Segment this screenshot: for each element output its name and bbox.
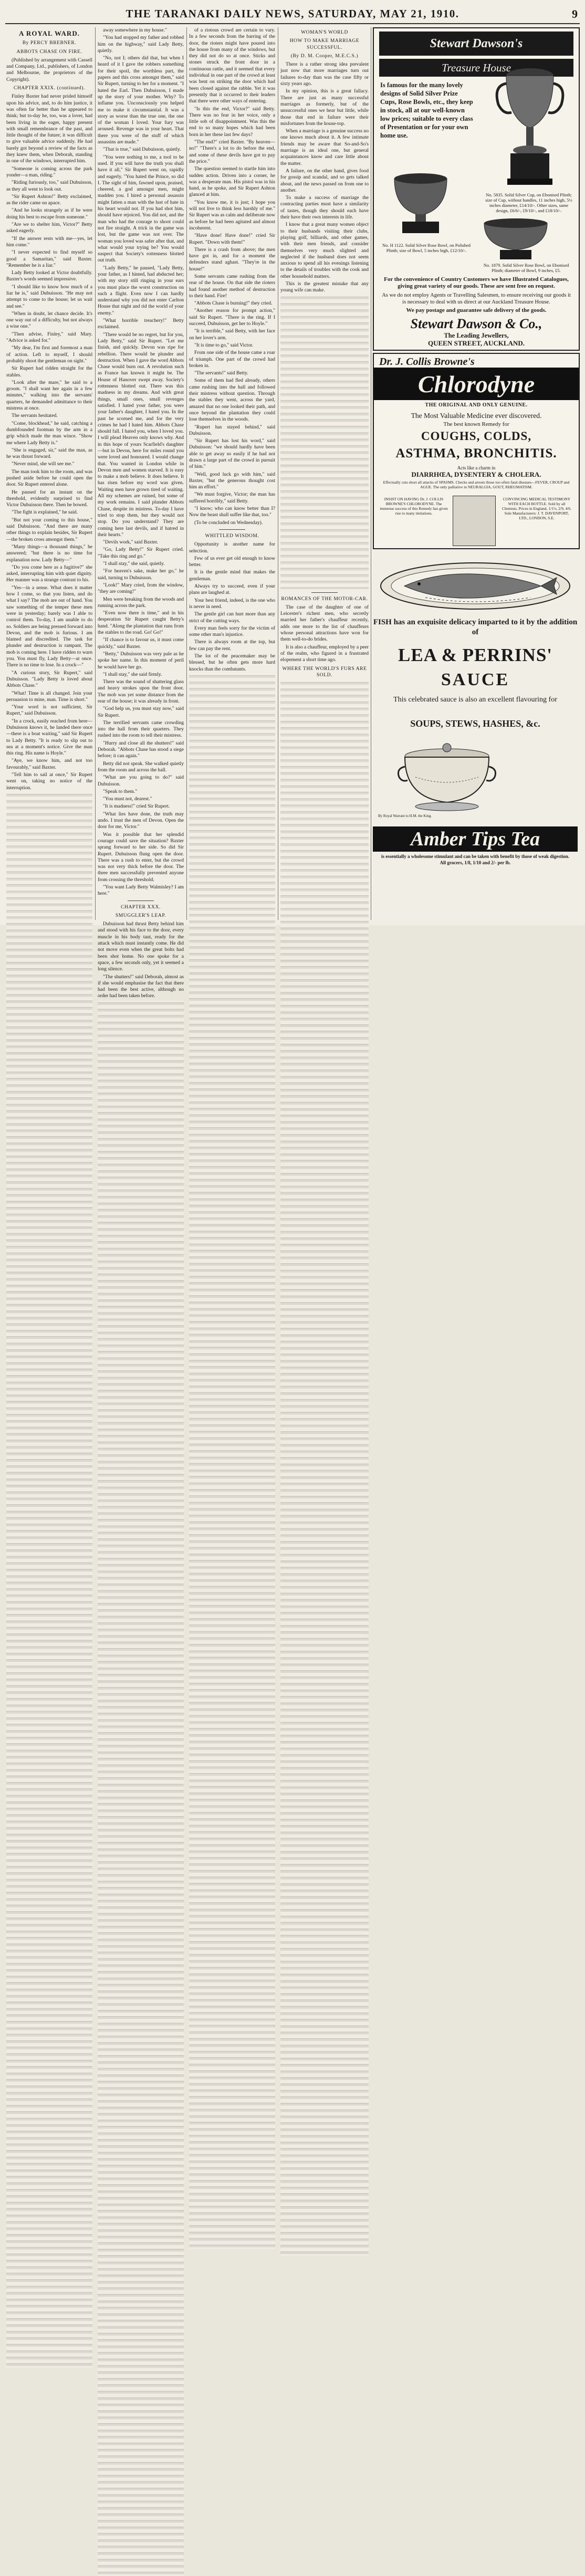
- paragraph: "You want Lady Betty Walmisley? I am here.": [98, 884, 184, 897]
- ad-text: Acts like a charm in: [457, 465, 496, 470]
- paragraph: "In a crock, easily reached from here—Dubuisson knows it, he landed there once—there is a boat waiting," said Sir Rupert to Lady Betty. "It is ready to slip out to sea at a moment's notice. Give the man this ring. His name is Hoyle.": [6, 718, 92, 757]
- text-continuation: [189, 674, 275, 2249]
- article-body: [280, 61, 369, 294]
- soup-tureen-icon: [392, 735, 502, 814]
- paragraph: "Then advise, Finley," said Mary. "Advice is asked for.": [6, 331, 92, 344]
- ad-text: This celebrated sauce is also an excellent flavouring for: [393, 696, 557, 704]
- divider: [311, 592, 338, 593]
- publisher-note: (Published by arrangement with Cassell and Company, Ltd., publishers, of London and Melbourne, the proprietors of the Copyright).: [6, 57, 92, 82]
- wisdom-item: Always try to succeed, even if your plans are laughed at.: [189, 583, 275, 596]
- paragraph: "Many things—a thousand things," he answered; "but there is no time for explanation now. Lady Betty—": [6, 543, 92, 563]
- paragraph: "Is this the end, Victor?" said Betty. There was no fear in her voice, only a little sob of disappointment. Was this the end to so many hopes which had been born in her these last few days?: [189, 106, 275, 138]
- ad-text: As we do not employ Agents or Travelling Salesmen, to ensure receiving our goods it is necessary to deal with us direct at our Auckland Treasure House.: [382, 292, 571, 305]
- column-3: [189, 27, 275, 920]
- paragraph: To make a success of marriage the contracting parties must have a similarity of tastes, though they should each have their have their own interests in life.: [280, 195, 369, 221]
- column-rule: [186, 27, 187, 920]
- ad-text: We pay postage and guarantee safe delivery of the goods.: [406, 307, 547, 313]
- paragraph: "Sir Rupert has lost his word," said Dubuisson: "we should hardly have been able to get away so easily if he had not drawn a large part of the crowd in pursuit of him.": [189, 438, 275, 470]
- column-4: [280, 27, 369, 920]
- article-body: [280, 604, 369, 678]
- ad-text: DIARRHŒA, DYSENTERY & CHOLERA.: [411, 470, 541, 478]
- column-2: [98, 27, 184, 999]
- paragraph: "The end?" cried Baxter. "By heaven—no!" "There's a lot to do before the end, and some of these devils have got to pay the price.": [189, 139, 275, 164]
- paragraph: "Go, Lady Betty!" Sir Rupert cried. "Take this ring and go.": [98, 547, 184, 559]
- paragraph: "Another reason for prompt action," said Sir Rupert. "There is the ring. If I succeed, Dubuisson, get her to Hoyle.": [189, 308, 275, 327]
- paragraph: "Look!" Mary cried, from the window, "they are coming!": [98, 582, 184, 595]
- paragraph: "Even now there is time," and in his desperation Sir Rupert caught Betty's hand. "Along the plantation that runs from the stables to the road. Go! Go!": [98, 610, 184, 636]
- ad-text: INSIST ON HAVING Dr. J. COLLIS BROWNE'S CHLORODYNE. The immense success of this Remedy has given rise to many imitations.: [380, 497, 448, 516]
- brand-name: SAUCE: [441, 670, 510, 689]
- masthead-title: THE TARANAKI DAILY NEWS, SATURDAY, MAY 21, 1910.: [126, 7, 459, 20]
- paragraph: "Never mind, she will see me.": [12, 461, 75, 467]
- divider: [219, 529, 245, 530]
- ad-body: [380, 276, 572, 314]
- ad-text: For the convenience of Country Customers we have Illustrated Catalogues, giving great variety of our goods. These are sent free on request.: [384, 276, 569, 289]
- column-1: [6, 27, 92, 920]
- article-title: HOW TO MAKE MARRIAGE SUCCESSFUL.: [289, 38, 360, 50]
- paragraph: Men were breaking from the woods and running across the park.: [98, 596, 184, 609]
- paragraph: Lady Betty looked at Victor doubtfully. Baxter's words seemed impressive.: [6, 270, 92, 282]
- chlorodyne-ad: [373, 353, 580, 549]
- paragraph: "Sir Rupert Ashton!" Betty exclaimed, as the rider came on apace.: [6, 193, 92, 206]
- paragraph: From one side of the house came a roar of triumph. One part of the crowd had broken in.: [189, 350, 275, 369]
- paragraph: When a marriage is a genuine success no one knows much about it. A few intimate friends may be aware that So-and-So's marriage is an ideal one, but general acquaintances know and care little about the matter.: [280, 128, 369, 166]
- wisdom-item: The lot of the peacemaker may be blessed, but he often gets more hard knocks than the combatants.: [189, 653, 275, 672]
- paragraph: "She is engaged, sir," said the man, as he was thrust forward.: [6, 447, 92, 460]
- ad-headline: COUGHS, COLDS,: [421, 430, 532, 443]
- paragraph: "What lies have done, the truth may undo. I trust the men of Devon. Open the door for me, Victor.": [98, 811, 184, 830]
- bowl-caption: No. H 1122. Solid Silver Rose Bowl, on Polished Plinth; size of Bowl, 5 inches high, £12/10/-.: [382, 243, 471, 253]
- paragraph: "Come, blockhead," he said, catching a dumbfounded footman by the arm in a grip which made the man wince. "Show me where Lady Betty is.": [6, 420, 92, 446]
- wisdom-item: Opportunity is another name for selection.: [189, 541, 275, 554]
- paragraph: "It is madness!" cried Sir Rupert.: [103, 803, 170, 810]
- firm-name: Stewart Dawson & Co.,: [410, 316, 542, 331]
- paragraph: of a riotous crowd are certain to vary. In a few seconds from the barring of the door, the rioters might have poured into the house from many of the windows, but they did not do so at once. Sticks and stones struck the front door in a continuous rattle, and it seemed that every individual in one part of the crowd at least was bent on striking the door which had been closed against the rabble. Yet it was presently that it occurred to their leaders that there were other ways of entering.: [189, 27, 275, 104]
- ad-headline: ASTHMA, BRONCHITIS.: [395, 446, 557, 460]
- paragraph: "I know; who can know better than I? Now the beast shall suffer like that, too.": [189, 506, 275, 518]
- paragraph: "What are you going to do?" said Dubuisson.: [98, 774, 184, 787]
- paragraph: "Hurry and close all the shutters!" said Deborah. "Abbots Chase has stood a siege before; it can again.": [98, 740, 184, 759]
- paragraph: The servants hesitated.: [12, 413, 58, 419]
- paragraph: Finley Baxter had never prided himself upon his advice, and, to do him justice, it was often far better than he appeared to think; but to-day he, too, was a lover, had been living in the eager, happy present with small remembrance of the past, and little thought of the future; it was difficult to give valuable advice suddenly. He had barely got beyond a review of the facts as they knew them, when Deborah, standing in one of the windows, interrupted him.: [6, 93, 92, 164]
- paragraph: "You were nothing to me, a tool to be used. If you will have the truth you shall have it all," Sir Rupert went on, rapidly and eagerly. "You hated the Prince, so did I. The sight of him, fawned upon, praised, cheered, a god amongst men, might madden you. I hired a personal assassin might fatten a man with the lust of hate in his heart would not. If you had shot him, should have rejoiced. You did not, and the man who had the courage to shoot could not fire straight. A trick in the game was lost, but the game was not over. The woman you loved was safer after that, and what would your trying be? You would suspect that Society's rottenness blotted out truth.: [98, 154, 184, 264]
- paragraph: "But not your coming to this house," said Dubuisson. "And there are many other things to explain besides, Sir Rupert—the broken cross amongst them.": [6, 517, 92, 542]
- column-rule: [95, 27, 96, 920]
- paragraph: "I shall stay," she said, quietly.: [103, 561, 165, 567]
- chapter-heading: CHAPTER XXIX. (continued).: [14, 86, 85, 91]
- ad-headline: SOUPS, STEWS, HASHES, &c.: [410, 718, 540, 729]
- paragraph: "We must forgive, Victor; the man has suffered horribly," said Betty.: [189, 491, 275, 504]
- section-heading: ROMANCES OF THE MOTOR-CAR.: [281, 596, 368, 602]
- paragraph: "If the answer rests with me—yes, let him come.": [6, 235, 92, 248]
- chapter-heading: CHAPTER XXX.: [121, 904, 161, 910]
- paragraph: "Betty," Dubuisson was very pale as he spoke her name. In this moment of peril he would have her go.: [98, 651, 184, 670]
- divider: [128, 900, 154, 901]
- paragraph: There is a rather strong idea prevalent just now that more marriages turn out failures to-day than was the case fifty or sixty years ago.: [280, 61, 369, 87]
- wisdom-item: There is always room at the top, but few can pay the rent.: [189, 639, 275, 652]
- paragraph: "You must not, dearest.": [103, 796, 152, 802]
- paragraph: "Lady Betty," he paused, "Lady Betty, your father, as I hinted, had abducted her; with my story still ringing in your ears you must place the worst construction on such a flight. Even now I can hardly understand why you did not enter Carlton House that night and rid the world of your enemy.": [98, 265, 184, 316]
- bottle-icon: [453, 496, 496, 546]
- paragraph: Betty did not speak. She walked quietly from the room and across the hall.: [98, 760, 184, 773]
- ad-text: CONVINCING MEDICAL TESTIMONY WITH EACH BOTTLE. Sold by all Chemists. Prices in England, 1/1½, 2/9, 4/6. Sole Manufacturers: J. T. DAVENPORT, LTD., LONDON, S.E.: [502, 497, 572, 520]
- paragraph: "When in doubt, let chance decide. It's one way out of a difficulty, but not always a wise one.": [6, 310, 92, 330]
- paragraph: "My dear, I'm first and foremost a man of action. Left to myself, I should probably shoot the gentleman on sight.": [6, 345, 92, 364]
- byline: By PERCY BREBNER.: [22, 40, 77, 46]
- page-number: 9: [572, 7, 578, 20]
- masthead: [5, 4, 580, 24]
- bowl-caption: No. 1879. Solid Silver Rose Bowl, on Ebonised Plinth; diameter of Bowl, 9 inches, £5.: [483, 263, 569, 273]
- paragraph: away somewhere in my house.": [103, 27, 167, 33]
- paragraph: "Have done! Have done!" cried Sir Rupert. "Down with them!": [189, 233, 275, 245]
- paragraph: "The fight is explained," he said.: [12, 509, 78, 516]
- paragraph: "I shall stay," she said firmly.: [103, 671, 162, 677]
- ad-text: Effectually cuts short all attacks of SPASMS. Checks and arrests those too often fatal diseases—FEVER, CROUP and AGUE. The only palliative in NEURALGIA, GOUT, RHEUMATISM.: [383, 480, 570, 489]
- brand-name: LEA & PERRINS': [398, 645, 553, 665]
- paragraph: "Are we to shelter him, Victor?" Betty asked eagerly.: [6, 222, 92, 234]
- paragraph: "That is true," said Dubuisson, quietly.: [103, 146, 181, 153]
- ad-banner: Stewart Dawson's: [379, 32, 573, 56]
- paragraph: "What! Time is all changed. Join your persuasion to mine, man. Time is short.": [6, 690, 92, 703]
- wisdom-item: It is the gentle mind that makes the gentleman.: [189, 569, 275, 582]
- paragraph: "Rupert has stayed behind," said Dubuisson.: [189, 424, 275, 436]
- paragraph: (To be concluded on Wednesday).: [194, 519, 263, 526]
- paragraph: "God help us, you must stay now," said Sir Rupert.: [98, 706, 184, 718]
- text-continuation: [280, 680, 369, 2256]
- paragraph: "You know me, it is just; I hope you will not live to think less harshly of me." Sir Rupert was as calm and deliberate now as before he had been agitated and almost incoherent.: [189, 199, 275, 231]
- ad-text: is essentially a wholesome stimulant and can be taken with benefit by those of weak digestion.: [381, 854, 570, 859]
- paragraph: "For heaven's sake, make her go," he said, turning to Dubuisson.: [98, 568, 184, 581]
- paragraph: Sir Rupert had ridden straight for the stables.: [6, 365, 92, 378]
- story-body: [6, 93, 92, 791]
- paragraph: "Yes—in a sense. What does it matter how I come, so that you listen, and do what I say? The mob are out of hand. You saw something of the temper these men were in yesterday; barely was I able to control them. To-day, I am unable to do so. Soldiers are being pressed forward into Devon, and the mob is furious. I am blamed and discredited. The task for plunder and destruction is rampant. The mob is coming here. I have ridden to warn you. You must fly, Lady Betty—at once. There is no time to lose. In a crock—": [6, 584, 92, 668]
- paragraph: "A curious story, Sir Rupert," said Dubuisson. "Lady Betty is loved about Abbots Chase.": [6, 669, 92, 689]
- section-heading: WOMAN'S WORLD: [301, 30, 348, 35]
- paragraph: "Do you come here as a fugitive?" she asked, interrupting him with quiet dignity. Her manner was a strange contrast to his.: [6, 564, 92, 583]
- wisdom-item: Your best friend, indeed, is the one who is never in need.: [189, 597, 275, 610]
- paragraph: "Devils work," said Baxter.: [103, 539, 159, 546]
- ad-text: FISH has an exquisite delicacy imparted to it by the addition of: [373, 618, 578, 636]
- fish-platter-icon: [373, 551, 578, 614]
- ad-text: The Most Valuable Medicine ever discovered.: [411, 412, 542, 420]
- paragraph: There is a crash from above; the men have got in, and for a moment the defenders stand aghast. "They're in the house!": [189, 246, 275, 272]
- paragraph: Dubuisson had thrust Betty behind him and stood with his face to the door, every muscle in his body taut, ready for the attack which must instantly come. He did not move even when the great bolts had been shot home. No one spoke for a space, a few seconds only, yet it seemed a long silence.: [98, 921, 184, 972]
- paragraph: "Abbots Chase is burning!" they cried.: [194, 300, 273, 307]
- paragraph: "I never expected to find myself so good a Samaritan," said Baxter. "Remember he is a liar.": [6, 249, 92, 268]
- section-heading: WHERE THE WORLD'S FURS ARE SOLD.: [282, 666, 367, 678]
- story-subtitle: ABBOTS CHASE ON FIRE.: [16, 49, 82, 55]
- byline: (By D. M. Cooper, M.E.C.S.): [290, 53, 359, 59]
- advertisements: [373, 27, 580, 921]
- amber-tips-ad: [373, 825, 578, 924]
- silver-cup-icon: [490, 60, 569, 191]
- paragraph: "The servants!" said Betty.: [194, 370, 248, 376]
- wisdom-item: Few of us ever get old enough to know better.: [189, 555, 275, 568]
- ad-text: THE ORIGINAL AND ONLY GENUINE.: [425, 402, 528, 408]
- paragraph: "No, not I; others did that, but when I heard of it I gave the robbers something for their spoil, the worthless part, the papers and this cross amongst them," said Sir Rupert, turning to her for a moment. "I hated the Earl. Then Dubuisson, I made up the story of your mother. Why? To inflame you. Unconsciously you helped me to make it circumstantial. It was a story as worse than the true one, the one of the woman I loved. Your fury was aroused. Revenge was in your heart. That there you were of the stuff of which assassins are made.": [98, 55, 184, 145]
- paragraph: "If chance is to favour us, it must come quickly," said Baxter.: [98, 637, 184, 650]
- paragraph: The man took him to the room, and was pushed aside before he could open the door. Sir Rupert entered alone.: [6, 468, 92, 488]
- text-continuation: [280, 295, 369, 589]
- rose-bowl-icon: [479, 215, 552, 260]
- brand-banner: Chlorodyne: [374, 368, 579, 400]
- story-body: [189, 27, 275, 526]
- wisdom-item: Every man feels sorry for the victim of some other man's injustice.: [189, 625, 275, 638]
- ad-banner: Treasure House: [379, 59, 573, 77]
- lea-perrins-ad: [373, 551, 578, 824]
- story-body: [98, 921, 184, 1000]
- chapter-title: SMUGGLER'S LEAP.: [115, 913, 166, 918]
- paragraph: The question seemed to startle him into sudden action. Driven into a corner, he was a desperate man. His pistol was in his hand, as he spoke, and Sir Rupert Ashton glanced at him.: [189, 166, 275, 198]
- paragraph: The terrified servants came crowding into the hall from their quarters. They rushed into the room to tell their mistress.: [98, 719, 184, 739]
- text-continuation: [6, 792, 92, 2368]
- paragraph: I know that a great many women object to their husbands visiting their clubs, playing golf, billiards, and other games, with their men friends, and consider themselves very much slighted and neglected if the husband does not seem anxious to spend all his evenings listening to the details of troubles with the cook and other household matters.: [280, 222, 369, 279]
- paragraph: The case of the daughter of one of Leicester's richest men, who secretly married her father's chauffeur recently, adds one more to the list of chauffeurs whose personal attractions have won for them well-to-do brides.: [280, 604, 369, 643]
- ad-text: By Royal Warrant to H.M. the King.: [378, 814, 432, 818]
- paragraph: There was the sound of shattering glass and heavy strokes upon the front door. The mob was yet some distance from the rear of the house; it was already in front.: [98, 679, 184, 704]
- ad-text: The best known Remedy for: [443, 421, 509, 427]
- paragraph: This is the greatest mistake that any young wife can make.: [280, 280, 369, 294]
- wisdom-list: [189, 541, 275, 673]
- brand-banner: Amber Tips Tea: [373, 826, 578, 852]
- paragraph: Some of them had fled already, others came rushing into the hall and followed their mistress without question. Through the stables they went, across the yard, amazed that no one looked their path, and once beyond the plantation they could lose themselves in the woods.: [189, 378, 275, 423]
- paragraph: Some servants came rushing from the rear of the house. On that side the rioters had found another method of destruction to their hand. Fire!: [189, 273, 275, 299]
- paragraph: "The shutters!" said Deborah, almost as if she would emphasise the fact that there had been the best active, although no order had been taken before.: [98, 973, 184, 999]
- paragraph: "And he looks strangely as if he were doing his best to escape from someone.": [6, 207, 92, 220]
- wisdom-item: The gentle girl can hurt more than any strict of the cutting ways.: [189, 611, 275, 624]
- firm-address: QUEEN STREET, AUCKLAND.: [428, 339, 525, 347]
- paragraph: Was it possible that her splendid courage could save the situation? Baxter sprang forward to her side. So did Sir Rupert. Dubuisson flung open the door. There was a rush to enter, but the crowd was not very thick before the door. The three men successfully prevented anyone from crossing the threshold.: [98, 831, 184, 883]
- paragraph: "You had stopped my father and robbed him on the highway," said Lady Betty, quietly.: [98, 35, 184, 54]
- doctor-name: Dr. J. Collis Browne's: [379, 356, 475, 368]
- text-continuation: [98, 1001, 184, 2576]
- paragraph: "Speak to them.": [103, 788, 138, 794]
- ad-text: All grocers, 1/8, 1/10 and 2/- per lb.: [440, 860, 511, 865]
- paragraph: "What horrible treachery!" Betty exclaimed.: [98, 318, 184, 330]
- cup-caption: No. 5835. Solid Silver Cup, on Ebonised Plinth; size of Cup, without handles, 11 inches high, 5½ inches diameter, £14/10/-. Other sizes, same design, £6/6/-, £9/10/-, and £18/10/-.: [485, 192, 572, 213]
- rose-bowl-icon: [386, 158, 455, 236]
- ad-intro: Is famous for the many lovely designs of Solid Silver Prize Cups, Rose Bowls, etc., they keep in stock, all at our well-known low prices; suitable to every class of Presentation or for your own home use.: [380, 81, 473, 139]
- paragraph: "Your word is not sufficient, Sir Rupert," said Dubuisson.: [6, 704, 92, 717]
- paragraph: "Well, good luck go with him," said Baxter, "but the generous thought cost him an effort.": [189, 471, 275, 490]
- ad-signature: [379, 316, 573, 340]
- paragraph: "Riding furiously, too," said Dubuisson, as they all went to look out.: [6, 180, 92, 192]
- paragraph: "It is time to go," said Victor.: [194, 342, 254, 348]
- newspaper-page: [0, 0, 585, 999]
- paragraph: In my opinion, this is a great fallacy. There are just as many successful marriages as formerly, but of the unsuccessful ones we hear but little, while those that end in failure were their misfortunes from the house-top.: [280, 88, 369, 127]
- stewart-dawson-ad: [373, 27, 580, 351]
- paragraph: It is also a chauffeur, employed by a peer of the realm, who figured in a frustrated elopement a short time ago.: [280, 644, 369, 663]
- story-heading: A ROYAL WARD.: [19, 29, 80, 37]
- paragraph: "Aye, we know him, and not too favourably," said Baxter.: [6, 758, 92, 770]
- paragraph: "I should like to know how much of a liar he is," said Dubuisson. "He may not attempt to come to the house; let us wait and see.": [6, 284, 92, 309]
- paragraph: "Look after the mare," he said to a groom. "I shall want her again in a few minutes," walking into the servants' quarters, he demanded admittance to their mistress at once.: [6, 379, 92, 412]
- paragraph: "There would be no regret, but for you, Lady Betty," said Sir Rupert. "Let me finish, and quickly. Devon was ripe for rebellion. There would be plunder and destruction. When I gave the word Abbots Chase would burn out. A revolution such as France has known it might be. The House of Hanover swept away. Society's rottenness blotted out. There was this madness in my dreams. And with great things, small ones, small revenges satisfied. I hated your father, you were your father's daughter, I hated you. In the past he scorned me, and for the very crimes he had I hated him. Abbots Chase should fall. I hated you, when I loved you. I will plead Heaven only knows why. And in this hope of yours Scarfield's daughter—but in Devon, here for miles round you were loved and honoured. I would change that. You wanted in London while in Devon men and women starved. It is easy to make a mob believe. It does believe. It has risen before my word was given. Waiting men have grown tired of waiting. All my schemes are ruined, but some of my work remains. I said plunder Abbots Chase, despite its mistress. To-day I have tried to stop them, but they would not stop. Do you understand? They are coming here last devils, and if hatred in their hearts.": [98, 331, 184, 538]
- story-body: [98, 27, 184, 897]
- section-heading: WHITTLED WISDOM.: [205, 533, 259, 539]
- paragraph: "Someone is coming across the park yonder—a man, riding.": [6, 165, 92, 178]
- paragraph: A failure, on the other hand, gives food for gossip and scandal, and so gets talked about, and the news passed on from one to another.: [280, 167, 369, 193]
- paragraph: "Tell him to sail at once," Sir Rupert went on, taking no notice of the interruption.: [6, 772, 92, 791]
- paragraph: "It is terrible," said Betty, with her face on her lover's arm.: [189, 328, 275, 341]
- paragraph: He paused for an instant on the threshold, evidently surprised to find Victor Dubuisson there. Then he bowed.: [6, 489, 92, 508]
- firm-tagline: The Leading Jewellers,: [444, 332, 509, 339]
